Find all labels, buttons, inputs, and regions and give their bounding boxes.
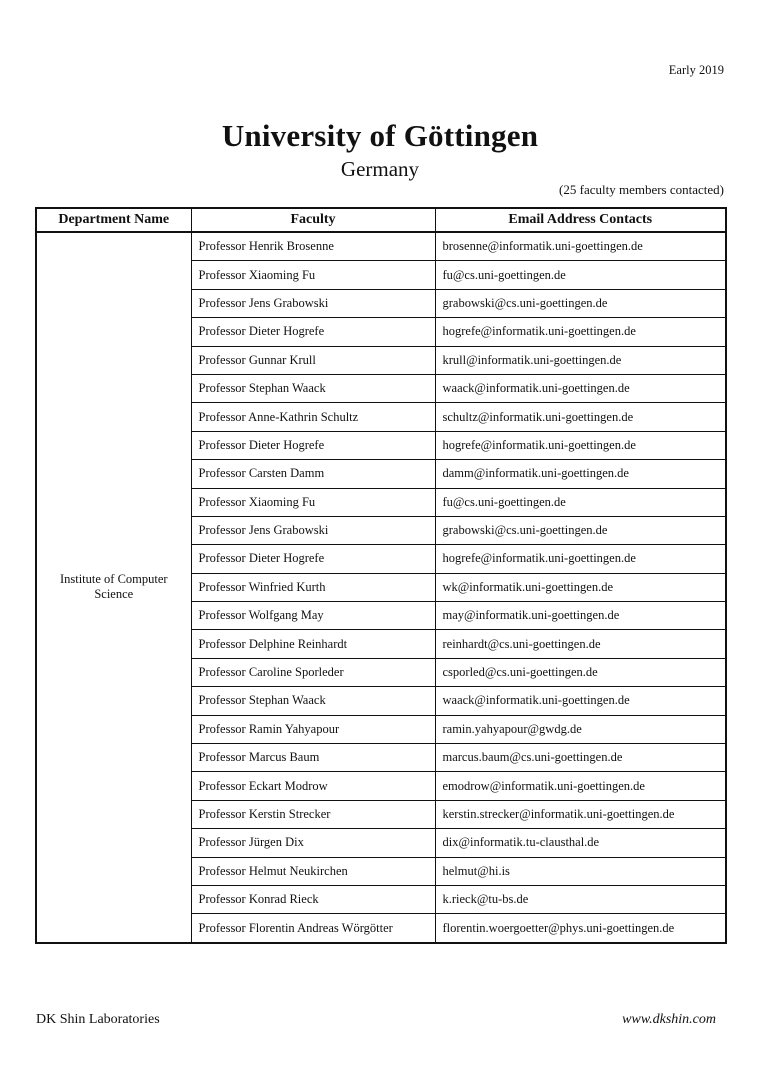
faculty-name-cell: Professor Winfried Kurth — [191, 573, 435, 601]
email-address-cell: emodrow@informatik.uni-goettingen.de — [435, 772, 726, 800]
email-address-cell: marcus.baum@cs.uni-goettingen.de — [435, 744, 726, 772]
faculty-name-cell: Professor Carsten Damm — [191, 460, 435, 488]
table-row — [36, 232, 726, 261]
faculty-name-cell: Professor Stephan Waack — [191, 687, 435, 715]
email-address-cell: fu@cs.uni-goettingen.de — [435, 261, 726, 289]
email-address-cell: hogrefe@informatik.uni-goettingen.de — [435, 318, 726, 346]
email-address-cell: k.rieck@tu-bs.de — [435, 885, 726, 913]
column-header-email: Email Address Contacts — [435, 208, 726, 232]
faculty-contacts-table — [35, 207, 727, 944]
faculty-name-cell: Professor Helmut Neukirchen — [191, 857, 435, 885]
faculty-name-cell: Professor Dieter Hogrefe — [191, 431, 435, 459]
faculty-name-cell: Professor Eckart Modrow — [191, 772, 435, 800]
department-name-cell: Institute of Computer Science — [36, 232, 191, 943]
email-address-cell: waack@informatik.uni-goettingen.de — [435, 374, 726, 402]
column-header-faculty: Faculty — [191, 208, 435, 232]
faculty-name-cell: Professor Caroline Sporleder — [191, 658, 435, 686]
email-address-cell: csporled@cs.uni-goettingen.de — [435, 658, 726, 686]
faculty-name-cell: Professor Florentin Andreas Wörgötter — [191, 914, 435, 943]
email-address-cell: ramin.yahyapour@gwdg.de — [435, 715, 726, 743]
faculty-name-cell: Professor Xiaoming Fu — [191, 488, 435, 516]
email-address-cell: hogrefe@informatik.uni-goettingen.de — [435, 545, 726, 573]
faculty-name-cell: Professor Jens Grabowski — [191, 289, 435, 317]
email-address-cell: waack@informatik.uni-goettingen.de — [435, 687, 726, 715]
faculty-name-cell: Professor Gunnar Krull — [191, 346, 435, 374]
faculty-name-cell: Professor Delphine Reinhardt — [191, 630, 435, 658]
email-address-cell: schultz@informatik.uni-goettingen.de — [435, 403, 726, 431]
column-header-department: Department Name — [36, 208, 191, 232]
email-address-cell: damm@informatik.uni-goettingen.de — [435, 460, 726, 488]
table-header-row — [36, 208, 726, 232]
footer-lab-name: DK Shin Laboratories — [36, 1012, 160, 1027]
faculty-name-cell: Professor Marcus Baum — [191, 744, 435, 772]
email-address-cell: wk@informatik.uni-goettingen.de — [435, 573, 726, 601]
faculty-name-cell: Professor Wolfgang May — [191, 602, 435, 630]
faculty-name-cell: Professor Jürgen Dix — [191, 829, 435, 857]
faculty-count: (25 faculty members contacted) — [559, 182, 724, 197]
faculty-name-cell: Professor Dieter Hogrefe — [191, 545, 435, 573]
faculty-name-cell: Professor Kerstin Strecker — [191, 800, 435, 828]
faculty-name-cell: Professor Xiaoming Fu — [191, 261, 435, 289]
table-body — [36, 232, 726, 943]
email-address-cell: grabowski@cs.uni-goettingen.de — [435, 289, 726, 317]
faculty-name-cell: Professor Dieter Hogrefe — [191, 318, 435, 346]
page-title: University of Göttingen — [221, 118, 539, 153]
footer-website: www.dkshin.com — [622, 1012, 716, 1027]
email-address-cell: may@informatik.uni-goettingen.de — [435, 602, 726, 630]
document-date: Early 2019 — [668, 63, 724, 77]
email-address-cell: florentin.woergoetter@phys.uni-goettingen.de — [435, 914, 726, 943]
faculty-name-cell: Professor Anne-Kathrin Schultz — [191, 403, 435, 431]
email-address-cell: krull@informatik.uni-goettingen.de — [435, 346, 726, 374]
email-address-cell: helmut@hi.is — [435, 857, 726, 885]
faculty-name-cell: Professor Jens Grabowski — [191, 516, 435, 544]
page-subtitle: Germany — [340, 157, 420, 181]
email-address-cell: dix@informatik.tu-clausthal.de — [435, 829, 726, 857]
email-address-cell: grabowski@cs.uni-goettingen.de — [435, 516, 726, 544]
faculty-name-cell: Professor Stephan Waack — [191, 374, 435, 402]
faculty-name-cell: Professor Henrik Brosenne — [191, 232, 435, 261]
email-address-cell: hogrefe@informatik.uni-goettingen.de — [435, 431, 726, 459]
email-address-cell: kerstin.strecker@informatik.uni-goettingen.de — [435, 800, 726, 828]
faculty-name-cell: Professor Konrad Rieck — [191, 885, 435, 913]
email-address-cell: brosenne@informatik.uni-goettingen.de — [435, 232, 726, 261]
email-address-cell: reinhardt@cs.uni-goettingen.de — [435, 630, 726, 658]
faculty-name-cell: Professor Ramin Yahyapour — [191, 715, 435, 743]
email-address-cell: fu@cs.uni-goettingen.de — [435, 488, 726, 516]
